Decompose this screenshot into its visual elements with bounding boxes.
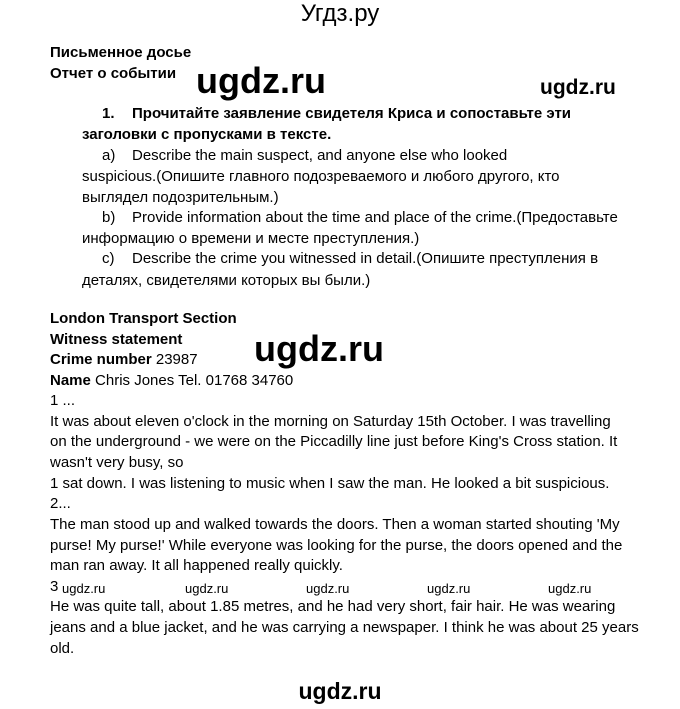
paragraph-line: The man stood up and walked towards the doors. Then a woman started shouting 'My xyxy=(50,516,620,533)
name-value: Chris Jones Tel. 01768 34760 xyxy=(95,372,294,389)
watermark: ugdz.ru xyxy=(254,328,384,369)
watermark-small: ugdz.ru xyxy=(62,581,106,596)
option-label: c) xyxy=(102,250,115,267)
site-title: Угдз.ру xyxy=(300,0,380,27)
statement-title: Witness statement xyxy=(50,331,183,348)
statement-org: London Transport Section xyxy=(50,310,237,327)
crime-number-row xyxy=(50,349,198,370)
task-number: 1. xyxy=(102,105,115,122)
option-text: suspicious.(Опишите главного подозреваемого и любого другого, кто xyxy=(82,168,560,185)
option-text: Describe the main suspect, and anyone else who looked xyxy=(132,147,508,164)
paragraph-line: man ran away. It all happened really quickly. xyxy=(50,557,343,574)
option-label: a) xyxy=(102,147,116,164)
watermark-small: ugdz.ru xyxy=(427,581,471,596)
option-label: b) xyxy=(102,209,116,226)
paragraph-line: It was about eleven o'clock in the morning on Saturday 15th October. I was travelling xyxy=(50,413,611,430)
option-text: Describe the crime you witnessed in detail.(Опишите преступления в xyxy=(132,250,599,267)
section-heading: Письменное досье xyxy=(50,44,192,61)
option-text: выглядел подозрительным.) xyxy=(82,189,279,206)
paragraph-line: jeans and a blue jacket, and he was carrying a newspaper. I think he was about 25 years xyxy=(50,619,639,636)
task-instruction-line: заголовки с пропусками в тексте. xyxy=(82,126,332,143)
watermark-bottom: ugdz.ru xyxy=(298,678,382,704)
paragraph-line: on the underground - we were on the Piccadilly line just before King's Cross station. It xyxy=(50,433,618,450)
watermark-small: ugdz.ru xyxy=(548,581,592,596)
option-text: Provide information about the time and place of the crime.(Предоставьте xyxy=(132,209,618,226)
gap-marker: 2... xyxy=(50,495,71,512)
paragraph-line: He was quite tall, about 1.85 metres, and he had very short, fair hair. He was wearing xyxy=(50,598,616,615)
watermark-small: ugdz.ru xyxy=(306,581,350,596)
name-row xyxy=(50,370,293,391)
paragraph-line: purse! My purse!' While everyone was looking for the purse, the doors opened and the xyxy=(50,537,623,554)
gap-marker: 3 xyxy=(50,578,59,595)
paragraph-line: old. xyxy=(50,640,75,657)
option-text: информацию о времени и месте преступления.) xyxy=(82,230,420,247)
crime-number-value: 23987 xyxy=(155,351,198,368)
task-instruction-line: Прочитайте заявление свидетеля Криса и сопоставьте эти xyxy=(132,105,572,122)
name-label: Name xyxy=(50,372,91,389)
subsection-heading: Отчет о событии xyxy=(50,65,177,82)
gap-marker: 1 ... xyxy=(50,392,76,409)
crime-number-label: Crime number xyxy=(50,351,152,368)
watermark-small: ugdz.ru xyxy=(540,76,616,99)
paragraph-line: wasn't very busy, so xyxy=(50,454,184,471)
watermark: ugdz.ru xyxy=(196,60,326,101)
paragraph-line: 1 sat down. I was listening to music when I saw the man. He looked a bit suspicious. xyxy=(50,475,610,492)
option-text: деталях, свидетелями которых вы были.) xyxy=(82,272,371,289)
watermark-small: ugdz.ru xyxy=(185,581,229,596)
